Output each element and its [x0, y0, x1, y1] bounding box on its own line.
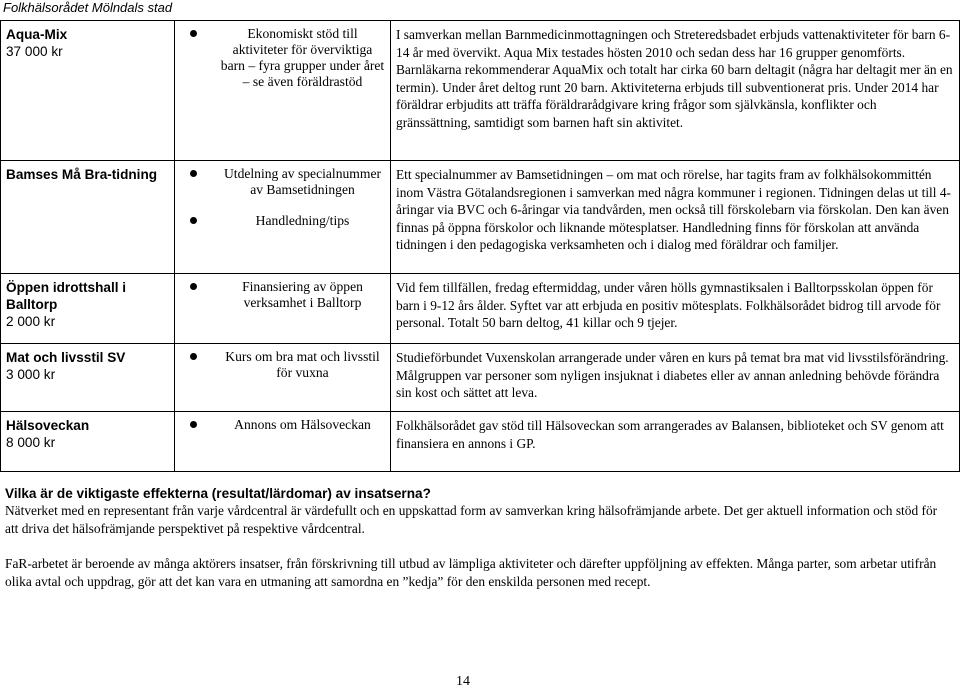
bullet-icon: [190, 421, 197, 428]
list-item: Kurs om bra mat och livsstil för vuxna: [180, 349, 385, 381]
section-question: Vilka är de viktigaste effekterna (resultat/lärdomar) av insatserna?: [5, 486, 431, 501]
description-cell: Studieförbundet Vuxenskolan arrangerade under våren en kurs på temat bra mat vid livsstilsförändring. Målgruppen var personer som nyligen insjuknat i diabetes eller av annan anledning behövde förändra sin kost och sättet att leva.: [391, 344, 960, 412]
bullets-cell: [175, 161, 391, 274]
activity-cell: [1, 344, 175, 412]
table-row: [1, 274, 960, 344]
bullet-icon: [190, 353, 197, 360]
activity-cell: [1, 21, 175, 161]
bullet-icon: [190, 30, 197, 37]
description-cell: Vid fem tillfällen, fredag eftermiddag, under våren hölls gymnastiksalen i Balltorpsskolan öppen för barn i 9-12 års ålder. Syftet var att erbjuda en positiv mötesplats. Folkhälsorådet bidrog till arvode för personal. Totalt 50 barn deltog, 41 killar och 9 tjejer.: [391, 274, 960, 344]
page-number: 14: [456, 674, 470, 689]
document-header: Folkhälsorådet Mölndals stad: [3, 0, 173, 15]
activity-amount: 37 000 kr: [6, 44, 63, 59]
paragraph: FaR-arbetet är beroende av många aktörers insatser, från förskrivning till utbud av lämpliga aktiviteter och därefter uppföljning av effekten. Många parter, som arbetar utifrån olika avtal och uppdrag, gör att det kan vara en utmaning att samordna en ”kedja” för den enskilda personen med recept.: [5, 556, 937, 589]
activity-amount: 2 000 kr: [6, 314, 56, 329]
description-cell: Ett specialnummer av Bamsetidningen – om mat och rörelse, har tagits fram av folkhälsokommittén inom Västra Götalandsregionen i samverkan med några kommuner i regionen. Tidningen delas ut till 4-åringar via BVC och 6-åringar via tandvården, men också till förskolebarn via förskolan. Den kan även finnas på öppna förskolor och liknande mötesplatser. Handledning finns för förskolan att använda tidningen i den pedagogiska verksamheten och i dialog med föräldrar och familjer.: [391, 161, 960, 274]
activity-cell: [1, 274, 175, 344]
bullet-icon: [190, 170, 197, 177]
description-cell: Folkhälsorådet gav stöd till Hälsoveckan som arrangerades av Balansen, biblioteket och SV genom att finansiera en annons i GP.: [391, 412, 960, 472]
bullet-icon: [190, 283, 197, 290]
list-item: Finansiering av öppen verksamhet i Balltorp: [180, 279, 385, 311]
list-item: Utdelning av specialnummer av Bamsetidningen: [180, 166, 385, 198]
activity-amount: 3 000 kr: [6, 367, 56, 382]
table-row: [1, 161, 960, 274]
table-row: [1, 344, 960, 412]
bullets-cell: [175, 412, 391, 472]
activity-name: Öppen idrottshall i Balltorp: [6, 280, 127, 312]
activity-name: Bamses Må Bra-tidning: [6, 167, 158, 182]
bullet-icon: [190, 217, 197, 224]
bullets-cell: [175, 21, 391, 161]
table-row: [1, 412, 960, 472]
list-item: Ekonomiskt stöd till aktiviteter för överviktiga barn – fyra grupper under året – se även föräldrastöd: [180, 26, 385, 90]
activity-name: Aqua-Mix: [6, 27, 68, 42]
activity-name: Hälsoveckan: [6, 418, 90, 433]
activity-cell: [1, 412, 175, 472]
table-row: [1, 21, 960, 161]
list-item: Handledning/tips: [180, 213, 385, 229]
activities-table: [0, 20, 960, 472]
list-item: Annons om Hälsoveckan: [180, 417, 385, 433]
description-cell: I samverkan mellan Barnmedicinmottagningen och Streteredsbadet erbjuds vattenaktiviteter för barn 6-14 år med övervikt. Aqua Mix testades hösten 2010 och sedan dess har 16 grupper genomförts. Barnläkarna rekommenderar AquaMix och totalt har cirka 60 barn deltagit (några har deltagit mer än en termin). Under året deltog runt 20 barn. Aktiviteterna erbjuds till subventionerat pris. Under 2014 har föräldrar erbjudits att träffa föräldrarådgivare kring frågor som självkänsla, konflikter och gränssättning, samtidigt som barnen haft sin aktivitet.: [391, 21, 960, 161]
activity-name: Mat och livsstil SV: [6, 350, 126, 365]
activity-amount: 8 000 kr: [6, 435, 56, 450]
bullets-cell: [175, 274, 391, 344]
activity-cell: [1, 161, 175, 274]
paragraph: Nätverket med en representant från varje vårdcentral är värdefullt och en uppskattad form av samverkan kring hälsofrämjande arbete. Det ger aktuell information och stöd för att driva det hälsofrämjande perspektivet på respektive vårdcentral.: [5, 503, 938, 536]
bullets-cell: [175, 344, 391, 412]
